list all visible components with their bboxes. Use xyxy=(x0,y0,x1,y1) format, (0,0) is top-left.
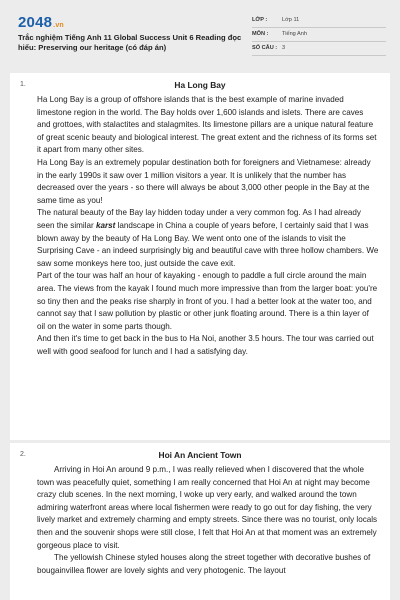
site-logo[interactable] xyxy=(18,14,64,31)
passage-title: Hoi An Ancient Town xyxy=(158,450,242,460)
document-meta xyxy=(252,14,386,56)
meta-value: Lớp 11 xyxy=(282,17,300,23)
passage-paragraph: The yellowish Chinese styled houses along the street together with decorative bushes of bougainvillea flower are lovely sights and very photogenic. The layout xyxy=(37,553,371,575)
logo-text: 2048 xyxy=(18,14,53,31)
meta-row-grade xyxy=(252,14,386,28)
question-card-2 xyxy=(10,443,390,600)
meta-value: 3 xyxy=(282,45,286,51)
passage-paragraph xyxy=(37,207,379,270)
passage-paragraph: Arriving in Hoi An around 9 p.m., I was really relieved when I discovered that the whole town was peacefully quiet, something I am really concerned that Hoi An at night may become crazy club scenes. In the next morning, I woke up very early, and walked around the town admiring waterfront areas where local fishermen were ready to go out for day fishing, the very lively market and extremely charming and empty streets. Since there was no tourist, only locals then and the souvenir shops were still close, I felt that Hoi An at that moment was an extremely gorgeous place to visit. xyxy=(37,465,378,550)
question-number: 1. xyxy=(20,81,26,88)
paragraph-text: The natural beauty of the Bay lay hidden today under a very common fog. As I had already seen the similar xyxy=(37,208,361,230)
meta-row-subject xyxy=(252,28,386,42)
passage-paragraph: And then it's time to get back in the bus to Ha Noi, another 3.5 hours. The tour was carried out well with good seafood for lunch and I had a satisfying day. xyxy=(37,334,374,356)
paragraph-text: landscape in China a couple of years before, I certainly said that I was blown away by the beauty of Ha Long Bay. We went onto one of the islands to visit the Surprising Cave - an indeed surprisingly big and beautiful cave with three hollow chambers. We saw some monkeys here too, just outside the cave exit. xyxy=(37,220,379,268)
page-header xyxy=(0,0,400,66)
meta-value: Tiếng Anh xyxy=(282,31,307,37)
passage-paragraph: Part of the tour was half an hour of kayaking - enough to paddle a full circle around the main area. The views from the kayak I found much more impressive than from the larger boat: you're so tiny then and the peaks rise sharply in front of you. I had a better look at the water too, and cannot say that I saw pollution by plastic or other junk floating around. There is a thin layer of oil on the water in some parts though. xyxy=(37,271,378,331)
passage-body xyxy=(37,464,379,577)
passage-paragraph: Ha Long Bay is an extremely popular destination both for foreigners and Vietnamese: already in the early 1990s it saw over 1 million visitors a year. It is unlikely that the number has decreased over the years - so there will always be about 3,000 other people in the Bay at the same time as you! xyxy=(37,157,371,205)
logo-suffix: .vn xyxy=(53,22,64,29)
document-title: Trắc nghiệm Tiếng Anh 11 Global Success Unit 6 Reading đọc hiểu: Preserving our heritage (có đáp án) xyxy=(18,33,242,52)
passage-title: Ha Long Bay xyxy=(174,80,226,90)
meta-row-question-count xyxy=(252,42,386,56)
meta-label: LỚP : xyxy=(252,17,268,23)
question-number: 2. xyxy=(20,451,26,458)
passage-paragraph: Ha Long Bay is a group of offshore islands that is the best example of marine invaded limestone region in the world. The Bay holds over 1,600 islands and islets. There are caves and grottoes, with stalactites and stalagmites. Its limestone pillars are a unique natural feature of great scenic beauty and biological interest. The great extent and the richness of its forms set it apart from many other sites. xyxy=(37,95,377,155)
meta-label: MÔN : xyxy=(252,31,269,37)
question-card-1 xyxy=(10,73,390,440)
meta-label: SỐ CÂU : xyxy=(252,45,278,51)
emphasized-word: karst xyxy=(95,220,116,230)
passage-body xyxy=(37,94,379,358)
